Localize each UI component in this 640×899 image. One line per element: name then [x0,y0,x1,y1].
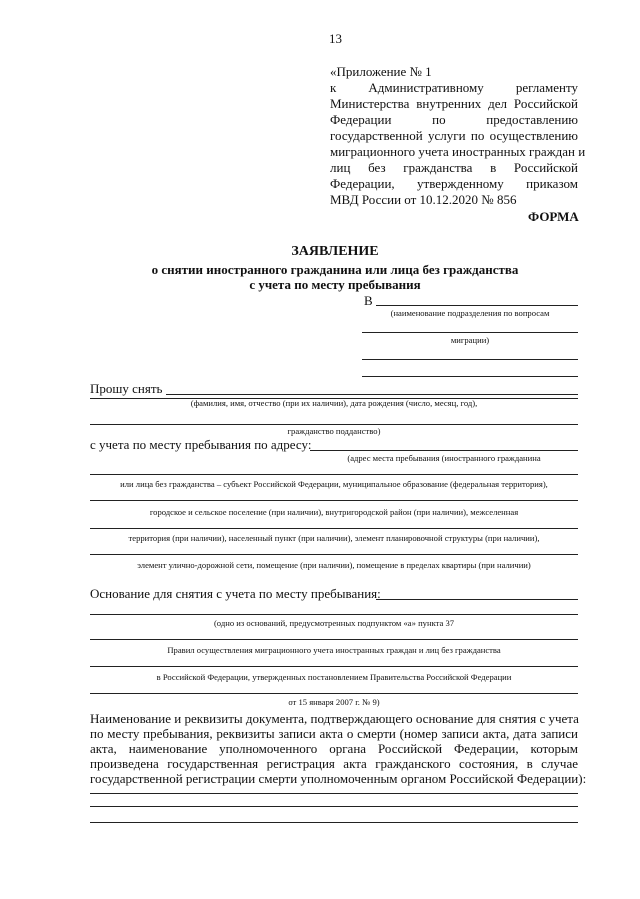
request-field-line-3[interactable] [90,424,578,425]
basis-caption-1: (одно из оснований, предусмотренных подпунктом «а» пункта 37 [213,618,455,628]
addressee-field-line-2[interactable] [362,332,578,333]
appendix-line-7: лиц без гражданства в Российской [330,160,578,175]
appendix-line-1: «Приложение № 1 [330,64,432,79]
appendix-line-8: Федерации, утвержденному приказом [330,176,578,191]
title-sub-2: с учета по месту пребывания [249,277,421,292]
appendix-line-6: миграционного учета иностранных граждан и [330,144,586,159]
addressee-field-line-4[interactable] [362,376,578,377]
address-caption-4: территория (при наличии), населенный пункт (при наличии), элемент планировочной структуры (при наличии), [128,533,540,543]
document-line-1: Наименование и реквизиты документа, подтверждающего основание для снятия с учета [90,711,579,726]
basis-field-line-5[interactable] [90,693,578,694]
document-line-3: акта, наименование уполномоченного органа Российской Федерации, которым [90,741,578,756]
forma-label: ФОРМА [528,209,579,224]
address-caption-1: (адрес места пребывания (иностранного гражданина [347,453,541,463]
address-caption-5: элемент улично-дорожной сети, помещение (при наличии), помещение в пределах квартиры (при наличии) [137,560,531,570]
request-field-line-1[interactable] [166,394,578,395]
basis-caption-2: Правил осуществления миграционного учета иностранных граждан и лиц без гражданства [167,645,501,655]
title-main: ЗАЯВЛЕНИЕ [291,244,379,259]
addressee-caption-2: миграции) [450,335,490,345]
document-field-line-2[interactable] [90,806,578,807]
addressee-field-line-3[interactable] [362,359,578,360]
addressee-caption-1: (наименование подразделения по вопросам [390,308,550,318]
address-field-line-3[interactable] [90,500,578,501]
address-field-line-2[interactable] [90,474,578,475]
address-field-line-4[interactable] [90,528,578,529]
page-number: 13 [329,31,342,46]
title-sub-1: о снятии иностранного гражданина или лица без гражданства [151,262,519,277]
addressee-prefix: В [364,293,373,308]
document-line-4: произведена государственная регистрация акта гражданского состояния, в случае [90,756,578,771]
request-caption-1: (фамилия, имя, отчество (при их наличии), дата рождения (число, месяц, год), [190,398,478,408]
address-field-line-5[interactable] [90,554,578,555]
basis-field-line-1[interactable] [376,599,578,600]
basis-field-line-4[interactable] [90,666,578,667]
appendix-line-2: к Административному регламенту [330,80,578,95]
request-caption-2: гражданство подданство) [287,426,381,436]
basis-caption-4: от 15 января 2007 г. № 9) [288,697,380,707]
basis-field-line-2[interactable] [90,614,578,615]
document-field-line-3[interactable] [90,822,578,823]
appendix-line-9: МВД России от 10.12.2020 № 856 [330,192,517,207]
appendix-line-3: Министерства внутренних дел Российской [330,96,578,111]
address-label: с учета по месту пребывания по адресу: [90,437,312,452]
address-caption-3: городское и сельское поселение (при наличии), внутригородской район (при наличии), межселенная [149,507,519,517]
document-field-line-1[interactable] [90,793,578,794]
basis-field-line-3[interactable] [90,639,578,640]
address-field-line-1[interactable] [310,450,578,451]
appendix-line-4: Федерации по предоставлению [330,112,578,127]
basis-label: Основание для снятия с учета по месту пребывания: [90,586,381,601]
address-caption-2: или лица без гражданства – субъект Российской Федерации, муниципальное образование (федеральная территория), [120,479,548,489]
document-line-2: по месту пребывания, реквизиты записи акта о смерти (номер записи акта, дата записи [90,726,578,741]
addressee-field-line-1[interactable] [376,305,578,306]
basis-caption-3: в Российской Федерации, утвержденных постановлением Правительства Российской Федерации [156,672,512,682]
appendix-line-5: государственной услуги по осуществлению [330,128,578,143]
document-line-5: государственной регистрации смерти уполномоченным органом Российской Федерации): [90,771,587,786]
request-label: Прошу снять [90,381,163,396]
